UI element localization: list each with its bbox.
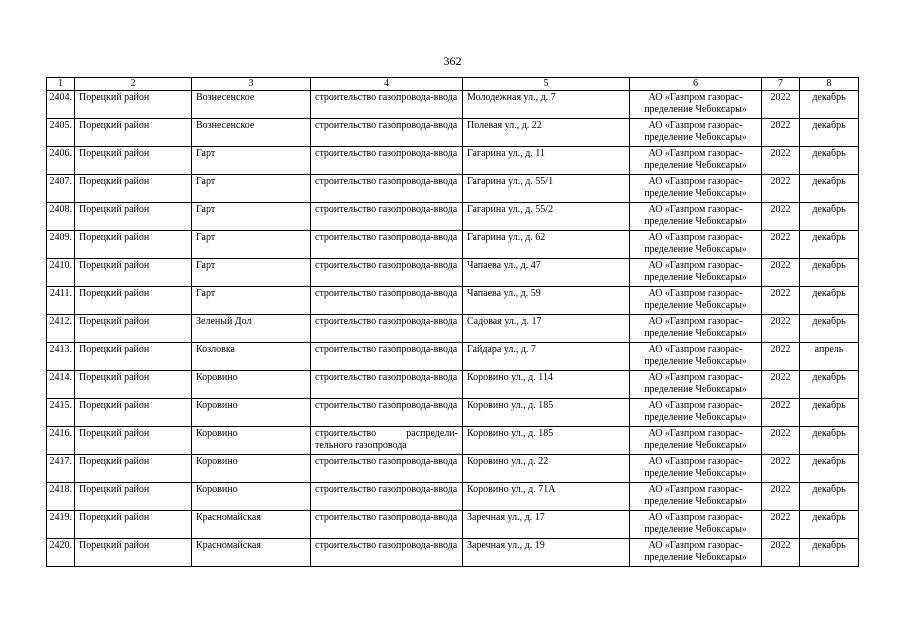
- district-cell: Порецкий район: [75, 203, 192, 231]
- organization-cell: АО «Газпром газорас-пределение Чебоксары»: [630, 455, 762, 483]
- organization-cell: АО «Газпром газорас-пределение Чебоксары»: [630, 231, 762, 259]
- district-cell: Порецкий район: [75, 427, 192, 455]
- month-cell: декабрь: [800, 231, 859, 259]
- table-row: [47, 399, 859, 427]
- settlement-cell: Коровино: [192, 427, 311, 455]
- address-cell: Гагарина ул., д. 55/2: [463, 203, 630, 231]
- district-cell: Порецкий район: [75, 483, 192, 511]
- district-cell: Порецкий район: [75, 511, 192, 539]
- work-type-cell: строительство газопровода-ввода: [311, 343, 463, 371]
- district-cell: Порецкий район: [75, 287, 192, 315]
- settlement-cell: Красномайская: [192, 539, 311, 567]
- work-type-cell: строительство газопровода-ввода: [311, 91, 463, 119]
- settlement-cell: Зеленый Дол: [192, 315, 311, 343]
- year-cell: 2022: [762, 427, 800, 455]
- column-number-row: [47, 78, 859, 91]
- table-row: [47, 315, 859, 343]
- settlement-cell: Гарт: [192, 287, 311, 315]
- settlement-cell: Вознесенское: [192, 119, 311, 147]
- settlement-cell: Гарт: [192, 175, 311, 203]
- column-header: 3: [192, 78, 311, 91]
- district-cell: Порецкий район: [75, 371, 192, 399]
- organization-cell: АО «Газпром газорас-пределение Чебоксары»: [630, 147, 762, 175]
- work-type-cell: строительство газопровода-ввода: [311, 539, 463, 567]
- work-type-cell: строительство газопровода-ввода: [311, 119, 463, 147]
- row-number: 2406.: [47, 147, 75, 175]
- row-number: 2407.: [47, 175, 75, 203]
- month-cell: декабрь: [800, 119, 859, 147]
- month-cell: декабрь: [800, 399, 859, 427]
- row-number: 2409.: [47, 231, 75, 259]
- organization-cell: АО «Газпром газорас-пределение Чебоксары»: [630, 511, 762, 539]
- column-header: 6: [630, 78, 762, 91]
- address-cell: Гагарина ул., д. 55/1: [463, 175, 630, 203]
- work-type-cell: строительство газопровода-ввода: [311, 287, 463, 315]
- organization-cell: АО «Газпром газорас-пределение Чебоксары»: [630, 175, 762, 203]
- row-number: 2418.: [47, 483, 75, 511]
- table-row: [47, 119, 859, 147]
- year-cell: 2022: [762, 511, 800, 539]
- settlement-cell: Коровино: [192, 399, 311, 427]
- month-cell: декабрь: [800, 371, 859, 399]
- row-number: 2419.: [47, 511, 75, 539]
- column-header: 1: [47, 78, 75, 91]
- settlement-cell: Коровино: [192, 483, 311, 511]
- table-row: [47, 231, 859, 259]
- row-number: 2405.: [47, 119, 75, 147]
- district-cell: Порецкий район: [75, 231, 192, 259]
- district-cell: Порецкий район: [75, 399, 192, 427]
- address-cell: Коровино ул., д. 185: [463, 427, 630, 455]
- table-row: [47, 343, 859, 371]
- year-cell: 2022: [762, 259, 800, 287]
- table-row: [47, 287, 859, 315]
- address-cell: Чапаева ул., д. 59: [463, 287, 630, 315]
- work-type-cell: строительство газопровода-ввода: [311, 203, 463, 231]
- year-cell: 2022: [762, 483, 800, 511]
- row-number: 2415.: [47, 399, 75, 427]
- column-header: 8: [800, 78, 859, 91]
- organization-cell: АО «Газпром газорас-пределение Чебоксары»: [630, 91, 762, 119]
- address-cell: Гагарина ул., д. 11: [463, 147, 630, 175]
- row-number: 2416.: [47, 427, 75, 455]
- month-cell: декабрь: [800, 287, 859, 315]
- gasification-table: [46, 77, 859, 567]
- work-type-cell: строительство газопровода-ввода: [311, 259, 463, 287]
- settlement-cell: Коровино: [192, 455, 311, 483]
- year-cell: 2022: [762, 175, 800, 203]
- organization-cell: АО «Газпром газорас-пределение Чебоксары»: [630, 483, 762, 511]
- table-row: [47, 427, 859, 455]
- month-cell: декабрь: [800, 91, 859, 119]
- month-cell: декабрь: [800, 483, 859, 511]
- row-number: 2410.: [47, 259, 75, 287]
- district-cell: Порецкий район: [75, 91, 192, 119]
- row-number: 2414.: [47, 371, 75, 399]
- month-cell: декабрь: [800, 147, 859, 175]
- month-cell: декабрь: [800, 511, 859, 539]
- district-cell: Порецкий район: [75, 343, 192, 371]
- settlement-cell: Гарт: [192, 259, 311, 287]
- year-cell: 2022: [762, 147, 800, 175]
- organization-cell: АО «Газпром газорас-пределение Чебоксары»: [630, 259, 762, 287]
- column-header: 5: [463, 78, 630, 91]
- settlement-cell: Гарт: [192, 231, 311, 259]
- address-cell: Полевая ул., д. 22: [463, 119, 630, 147]
- row-number: 2412.: [47, 315, 75, 343]
- address-cell: Коровино ул., д. 185: [463, 399, 630, 427]
- settlement-cell: Коровино: [192, 371, 311, 399]
- page-number: 362: [443, 54, 462, 68]
- year-cell: 2022: [762, 371, 800, 399]
- address-cell: Гайдара ул., д. 7: [463, 343, 630, 371]
- work-type-cell: строительство газопровода-ввода: [311, 371, 463, 399]
- year-cell: 2022: [762, 539, 800, 567]
- organization-cell: АО «Газпром газорас-пределение Чебоксары»: [630, 399, 762, 427]
- district-cell: Порецкий район: [75, 539, 192, 567]
- month-cell: декабрь: [800, 315, 859, 343]
- table-row: [47, 259, 859, 287]
- address-cell: Молодежная ул., д. 7: [463, 91, 630, 119]
- month-cell: декабрь: [800, 203, 859, 231]
- organization-cell: АО «Газпром газорас-пределение Чебоксары»: [630, 427, 762, 455]
- settlement-cell: Красномайская: [192, 511, 311, 539]
- work-type-cell: строительство газопровода-ввода: [311, 147, 463, 175]
- column-header: 4: [311, 78, 463, 91]
- year-cell: 2022: [762, 119, 800, 147]
- table-row: [47, 511, 859, 539]
- organization-cell: АО «Газпром газорас-пределение Чебоксары»: [630, 203, 762, 231]
- table-row: [47, 147, 859, 175]
- row-number: 2404.: [47, 91, 75, 119]
- table-row: [47, 371, 859, 399]
- address-cell: Гагарина ул., д. 62: [463, 231, 630, 259]
- district-cell: Порецкий район: [75, 315, 192, 343]
- year-cell: 2022: [762, 455, 800, 483]
- address-cell: Коровино ул., д. 114: [463, 371, 630, 399]
- work-type-cell: строительство газопровода-ввода: [311, 455, 463, 483]
- settlement-cell: Вознесенское: [192, 91, 311, 119]
- row-number: 2420.: [47, 539, 75, 567]
- month-cell: декабрь: [800, 455, 859, 483]
- organization-cell: АО «Газпром газорас-пределение Чебоксары»: [630, 315, 762, 343]
- row-number: 2411.: [47, 287, 75, 315]
- work-type-cell: строительство газопровода-ввода: [311, 483, 463, 511]
- month-cell: декабрь: [800, 259, 859, 287]
- address-cell: Коровино ул., д. 22: [463, 455, 630, 483]
- address-cell: Чапаева ул., д. 47: [463, 259, 630, 287]
- work-type-cell: строительство газопровода-ввода: [311, 399, 463, 427]
- table-row: [47, 483, 859, 511]
- organization-cell: АО «Газпром газорас-пределение Чебоксары»: [630, 371, 762, 399]
- work-type-cell: строительство распредели-тельного газопровода: [311, 427, 463, 455]
- year-cell: 2022: [762, 231, 800, 259]
- organization-cell: АО «Газпром газорас-пределение Чебоксары»: [630, 539, 762, 567]
- column-header: 7: [762, 78, 800, 91]
- year-cell: 2022: [762, 203, 800, 231]
- address-cell: Заречная ул., д. 19: [463, 539, 630, 567]
- organization-cell: АО «Газпром газорас-пределение Чебоксары»: [630, 287, 762, 315]
- table-row: [47, 203, 859, 231]
- organization-cell: АО «Газпром газорас-пределение Чебоксары»: [630, 119, 762, 147]
- district-cell: Порецкий район: [75, 455, 192, 483]
- district-cell: Порецкий район: [75, 119, 192, 147]
- column-header: 2: [75, 78, 192, 91]
- month-cell: декабрь: [800, 175, 859, 203]
- district-cell: Порецкий район: [75, 175, 192, 203]
- row-number: 2408.: [47, 203, 75, 231]
- month-cell: апрель: [800, 343, 859, 371]
- table-body: [47, 91, 859, 567]
- year-cell: 2022: [762, 399, 800, 427]
- settlement-cell: Козловка: [192, 343, 311, 371]
- table-row: [47, 455, 859, 483]
- table-row: [47, 175, 859, 203]
- month-cell: декабрь: [800, 539, 859, 567]
- district-cell: Порецкий район: [75, 259, 192, 287]
- address-cell: Заречная ул., д. 17: [463, 511, 630, 539]
- month-cell: декабрь: [800, 427, 859, 455]
- work-type-cell: строительство газопровода-ввода: [311, 511, 463, 539]
- work-type-cell: строительство газопровода-ввода: [311, 175, 463, 203]
- year-cell: 2022: [762, 287, 800, 315]
- district-cell: Порецкий район: [75, 147, 192, 175]
- table-row: [47, 539, 859, 567]
- work-type-cell: строительство газопровода-ввода: [311, 315, 463, 343]
- organization-cell: АО «Газпром газорас-пределение Чебоксары»: [630, 343, 762, 371]
- year-cell: 2022: [762, 315, 800, 343]
- table-row: [47, 91, 859, 119]
- row-number: 2417.: [47, 455, 75, 483]
- address-cell: Садовая ул., д. 17: [463, 315, 630, 343]
- address-cell: Коровино ул., д. 71А: [463, 483, 630, 511]
- work-type-cell: строительство газопровода-ввода: [311, 231, 463, 259]
- year-cell: 2022: [762, 91, 800, 119]
- settlement-cell: Гарт: [192, 147, 311, 175]
- year-cell: 2022: [762, 343, 800, 371]
- settlement-cell: Гарт: [192, 203, 311, 231]
- row-number: 2413.: [47, 343, 75, 371]
